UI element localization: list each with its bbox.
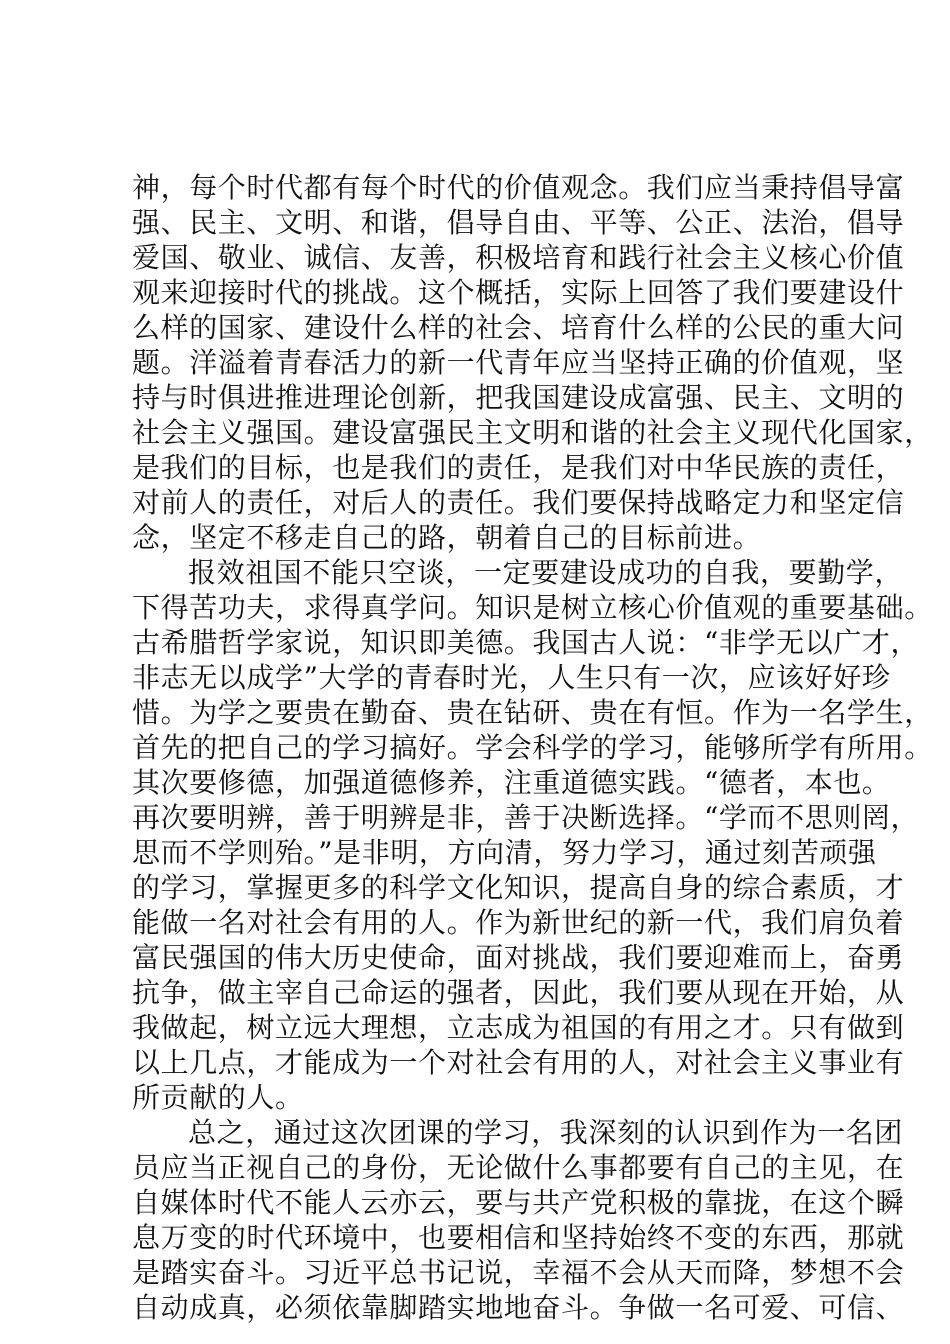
text-line: 对前人的责任，对后人的责任。我们要保持战略定力和坚定信 (132, 486, 905, 519)
text-line: 富民强国的伟大历史使命，面对挑战，我们要迎难而上，奋勇 (132, 941, 905, 974)
text-line: 神，每个时代都有每个时代的价值观念。我们应当秉持倡导富 (132, 171, 905, 204)
text-line: 观来迎接时代的挑战。这个概括，实际上回答了我们要建设什 (132, 276, 905, 309)
text-line: 社会主义强国。建设富强民主文明和谐的社会主义现代化国家， (132, 416, 933, 449)
text-line: 非志无以成学”大学的青春时光，人生只有一次，应该好好珍 (132, 661, 891, 694)
text-line: 思而不学则殆。”是非明，方向清，努力学习，通过刻苦顽强 (132, 836, 877, 869)
text-line: 是踏实奋斗。习近平总书记说，幸福不会从天而降，梦想不会 (132, 1256, 905, 1289)
text-line: 念，坚定不移走自己的路，朝着自己的目标前进。 (132, 521, 762, 554)
document-body (132, 170, 933, 1325)
paragraph-start-line: 报效祖国不能只空谈，一定要建设成功的自我，要勤学， (188, 556, 904, 589)
text-line: 持与时俱进推进理论创新，把我国建设成富强、民主、文明的 (132, 381, 905, 414)
text-line: 我做起，树立远大理想，立志成为祖国的有用之才。只有做到 (132, 1011, 905, 1044)
text-line: 下得苦功夫，求得真学问。知识是树立核心价值观的重要基础。 (132, 591, 933, 624)
text-line: 古希腊哲学家说，知识即美德。我国古人说：“非学无以广才， (132, 626, 920, 659)
text-line: 再次要明辨，善于明辨是非，善于决断选择。“学而不思则罔， (132, 801, 920, 834)
text-line: 首先的把自己的学习搞好。学会科学的学习，能够所学有所用。 (132, 731, 933, 764)
text-line: 自媒体时代不能人云亦云，要与共产党积极的靠拢，在这个瞬 (132, 1186, 905, 1219)
text-line: 以上几点，才能成为一个对社会有用的人，对社会主义事业有 (132, 1046, 905, 1079)
text-line: 员应当正视自己的身份，无论做什么事都要有自己的主见，在 (132, 1151, 905, 1184)
text-line: 的学习，掌握更多的科学文化知识，提高自身的综合素质，才 (132, 871, 905, 904)
text-line: 抗争，做主宰自己命运的强者，因此，我们要从现在开始，从 (132, 976, 905, 1009)
text-line: 息万变的时代环境中，也要相信和坚持始终不变的东西，那就 (132, 1221, 905, 1254)
text-line: 其次要修德，加强道德修养，注重道德实践。“德者，本也。 (132, 766, 891, 799)
text-line: 惜。为学之要贵在勤奋、贵在钻研、贵在有恒。作为一名学生， (132, 696, 933, 729)
text-line: 能做一名对社会有用的人。作为新世纪的新一代，我们肩负着 (132, 906, 905, 939)
text-line: 爱国、敬业、诚信、友善，积极培育和践行社会主义核心价值 (132, 241, 905, 274)
paragraph-start-line: 总之，通过这次团课的学习，我深刻的认识到作为一名团 (188, 1116, 904, 1149)
text-line: 么样的国家、建设什么样的社会、培育什么样的公民的重大问 (132, 311, 905, 344)
text-line: 强、民主、文明、和谐，倡导自由、平等、公正、法治，倡导 (132, 206, 905, 239)
text-line: 所贡献的人。 (132, 1081, 304, 1114)
text-line: 自动成真，必须依靠脚踏实地地奋斗。争做一名可爱、可信、 (132, 1291, 905, 1324)
text-line: 题。洋溢着青春活力的新一代青年应当坚持正确的价值观，坚 (132, 346, 905, 379)
text-line: 是我们的目标，也是我们的责任，是我们对中华民族的责任， (132, 451, 905, 484)
